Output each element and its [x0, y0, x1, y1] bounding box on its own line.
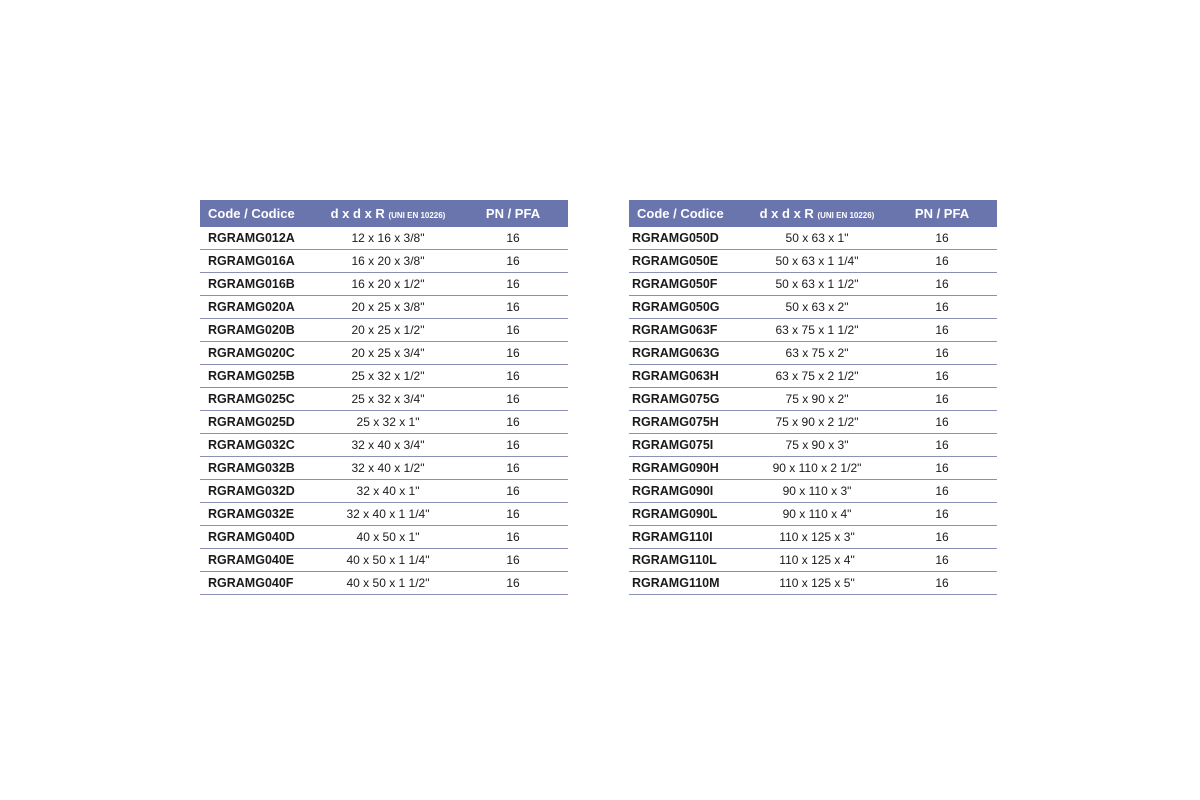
cell-pressure: 16: [458, 480, 568, 503]
cell-pressure: 16: [887, 526, 997, 549]
table-row: [629, 457, 997, 480]
cell-pressure: 16: [887, 503, 997, 526]
cell-code: RGRAMG020A: [200, 296, 318, 319]
cell-pressure: 16: [887, 273, 997, 296]
cell-dimensions: 40 x 50 x 1": [318, 526, 458, 549]
table-row: [200, 319, 568, 342]
cell-dimensions: 90 x 110 x 3": [747, 480, 887, 503]
cell-dimensions: 110 x 125 x 3": [747, 526, 887, 549]
cell-code: RGRAMG050F: [629, 273, 747, 296]
cell-code: RGRAMG016A: [200, 250, 318, 273]
cell-dimensions: 75 x 90 x 3": [747, 434, 887, 457]
table-row: [200, 296, 568, 319]
cell-dimensions: 25 x 32 x 1/2": [318, 365, 458, 388]
cell-code: RGRAMG025C: [200, 388, 318, 411]
table-row: [200, 480, 568, 503]
header-pressure: PN / PFA: [887, 200, 997, 227]
table-row: [629, 365, 997, 388]
cell-code: RGRAMG063G: [629, 342, 747, 365]
cell-code: RGRAMG090I: [629, 480, 747, 503]
table-row: [629, 434, 997, 457]
header-dim-standard: (UNI EN 10226): [817, 211, 875, 220]
table-row: [200, 342, 568, 365]
cell-dimensions: 32 x 40 x 1": [318, 480, 458, 503]
header-pressure: PN / PFA: [458, 200, 568, 227]
table-header-row: [629, 200, 997, 227]
cell-code: RGRAMG110M: [629, 572, 747, 595]
cell-pressure: 16: [458, 457, 568, 480]
cell-code: RGRAMG032D: [200, 480, 318, 503]
table-row: [200, 388, 568, 411]
table-row: [200, 227, 568, 250]
table-row: [629, 503, 997, 526]
cell-dimensions: 16 x 20 x 3/8": [318, 250, 458, 273]
cell-pressure: 16: [887, 319, 997, 342]
cell-dimensions: 50 x 63 x 1 1/2": [747, 273, 887, 296]
table-row: [629, 250, 997, 273]
cell-pressure: 16: [887, 342, 997, 365]
cell-code: RGRAMG075H: [629, 411, 747, 434]
cell-code: RGRAMG040D: [200, 526, 318, 549]
cell-code: RGRAMG020B: [200, 319, 318, 342]
cell-dimensions: 63 x 75 x 2": [747, 342, 887, 365]
cell-dimensions: 50 x 63 x 1": [747, 227, 887, 250]
cell-pressure: 16: [458, 434, 568, 457]
cell-pressure: 16: [887, 411, 997, 434]
table-header-row: [200, 200, 568, 227]
cell-pressure: 16: [887, 388, 997, 411]
cell-code: RGRAMG063F: [629, 319, 747, 342]
header-dim-label: d x d x R: [330, 206, 385, 221]
cell-dimensions: 20 x 25 x 1/2": [318, 319, 458, 342]
product-table-right: [629, 200, 997, 595]
header-code: Code / Codice: [200, 200, 318, 227]
table-row: [629, 273, 997, 296]
table-row: [629, 572, 997, 595]
cell-pressure: 16: [887, 365, 997, 388]
cell-code: RGRAMG040E: [200, 549, 318, 572]
cell-pressure: 16: [887, 250, 997, 273]
table-row: [629, 227, 997, 250]
cell-pressure: 16: [887, 457, 997, 480]
cell-dimensions: 50 x 63 x 2": [747, 296, 887, 319]
cell-dimensions: 63 x 75 x 1 1/2": [747, 319, 887, 342]
cell-dimensions: 25 x 32 x 1": [318, 411, 458, 434]
cell-pressure: 16: [458, 342, 568, 365]
cell-code: RGRAMG032E: [200, 503, 318, 526]
header-dimensions: [318, 200, 458, 227]
cell-pressure: 16: [887, 549, 997, 572]
cell-code: RGRAMG063H: [629, 365, 747, 388]
cell-code: RGRAMG050E: [629, 250, 747, 273]
cell-code: RGRAMG050G: [629, 296, 747, 319]
cell-pressure: 16: [458, 572, 568, 595]
cell-dimensions: 16 x 20 x 1/2": [318, 273, 458, 296]
cell-pressure: 16: [887, 572, 997, 595]
cell-pressure: 16: [458, 273, 568, 296]
cell-pressure: 16: [887, 296, 997, 319]
header-dim-standard: (UNI EN 10226): [388, 211, 446, 220]
header-code: Code / Codice: [629, 200, 747, 227]
cell-code: RGRAMG016B: [200, 273, 318, 296]
cell-pressure: 16: [887, 227, 997, 250]
cell-dimensions: 32 x 40 x 1/2": [318, 457, 458, 480]
cell-pressure: 16: [458, 296, 568, 319]
product-table-left: [200, 200, 568, 595]
cell-pressure: 16: [458, 411, 568, 434]
cell-dimensions: 63 x 75 x 2 1/2": [747, 365, 887, 388]
table-row: [200, 526, 568, 549]
table-row: [629, 342, 997, 365]
cell-dimensions: 90 x 110 x 2 1/2": [747, 457, 887, 480]
table-row: [200, 273, 568, 296]
cell-dimensions: 75 x 90 x 2 1/2": [747, 411, 887, 434]
cell-dimensions: 90 x 110 x 4": [747, 503, 887, 526]
cell-pressure: 16: [887, 480, 997, 503]
table-row: [629, 480, 997, 503]
cell-dimensions: 25 x 32 x 3/4": [318, 388, 458, 411]
cell-code: RGRAMG012A: [200, 227, 318, 250]
cell-code: RGRAMG090H: [629, 457, 747, 480]
table-row: [629, 296, 997, 319]
cell-dimensions: 110 x 125 x 4": [747, 549, 887, 572]
cell-code: RGRAMG050D: [629, 227, 747, 250]
cell-pressure: 16: [458, 319, 568, 342]
table-row: [200, 457, 568, 480]
cell-code: RGRAMG032C: [200, 434, 318, 457]
cell-code: RGRAMG025D: [200, 411, 318, 434]
cell-pressure: 16: [458, 227, 568, 250]
table-row: [629, 549, 997, 572]
cell-dimensions: 32 x 40 x 3/4": [318, 434, 458, 457]
cell-code: RGRAMG090L: [629, 503, 747, 526]
cell-pressure: 16: [458, 250, 568, 273]
cell-pressure: 16: [458, 503, 568, 526]
cell-dimensions: 32 x 40 x 1 1/4": [318, 503, 458, 526]
header-dimensions: [747, 200, 887, 227]
table-row: [629, 388, 997, 411]
cell-code: RGRAMG020C: [200, 342, 318, 365]
cell-code: RGRAMG110L: [629, 549, 747, 572]
cell-code: RGRAMG110I: [629, 526, 747, 549]
table-row: [200, 503, 568, 526]
cell-code: RGRAMG025B: [200, 365, 318, 388]
cell-dimensions: 110 x 125 x 5": [747, 572, 887, 595]
table-row: [200, 250, 568, 273]
cell-code: RGRAMG032B: [200, 457, 318, 480]
cell-pressure: 16: [458, 549, 568, 572]
cell-code: RGRAMG040F: [200, 572, 318, 595]
cell-pressure: 16: [887, 434, 997, 457]
cell-pressure: 16: [458, 526, 568, 549]
cell-dimensions: 75 x 90 x 2": [747, 388, 887, 411]
table-row: [629, 411, 997, 434]
table-row: [200, 549, 568, 572]
cell-dimensions: 40 x 50 x 1 1/4": [318, 549, 458, 572]
table-row: [200, 572, 568, 595]
cell-dimensions: 40 x 50 x 1 1/2": [318, 572, 458, 595]
table-row: [200, 411, 568, 434]
cell-code: RGRAMG075G: [629, 388, 747, 411]
cell-dimensions: 20 x 25 x 3/4": [318, 342, 458, 365]
cell-dimensions: 12 x 16 x 3/8": [318, 227, 458, 250]
cell-pressure: 16: [458, 365, 568, 388]
cell-dimensions: 20 x 25 x 3/8": [318, 296, 458, 319]
table-row: [200, 434, 568, 457]
header-dim-label: d x d x R: [759, 206, 814, 221]
table-row: [629, 526, 997, 549]
cell-code: RGRAMG075I: [629, 434, 747, 457]
cell-dimensions: 50 x 63 x 1 1/4": [747, 250, 887, 273]
table-row: [629, 319, 997, 342]
cell-pressure: 16: [458, 388, 568, 411]
table-row: [200, 365, 568, 388]
